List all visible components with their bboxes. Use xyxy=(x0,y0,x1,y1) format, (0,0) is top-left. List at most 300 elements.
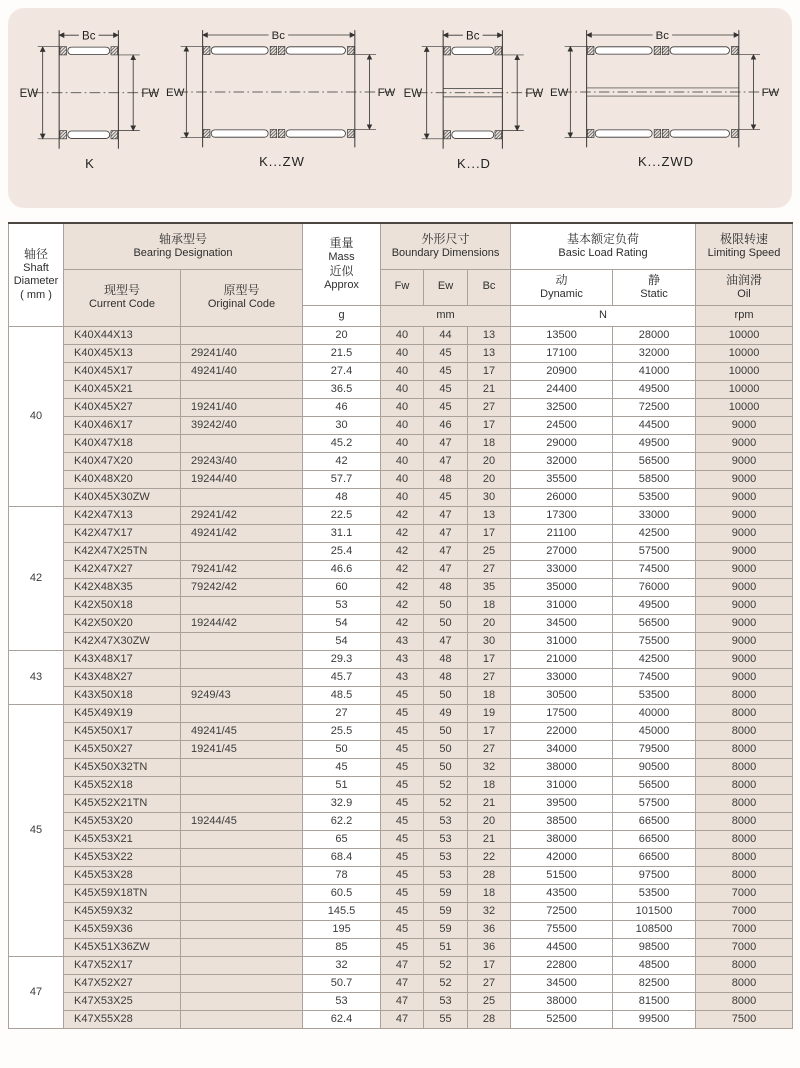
table-row xyxy=(9,344,793,362)
dynamic-load-cell: 29000 xyxy=(511,434,613,452)
bc-cell: 13 xyxy=(468,326,511,344)
fw-cell: 45 xyxy=(381,758,424,776)
original-code-cell xyxy=(181,902,303,920)
mass-cell: 22.5 xyxy=(303,506,381,524)
dynamic-load-cell: 34500 xyxy=(511,614,613,632)
bc-cell: 18 xyxy=(468,596,511,614)
current-code-cell: K40X45X30ZW xyxy=(64,488,181,506)
fw-cell: 42 xyxy=(381,614,424,632)
fw-cell: 40 xyxy=(381,416,424,434)
original-code-cell xyxy=(181,974,303,992)
fw-cell: 45 xyxy=(381,722,424,740)
bc-cell: 27 xyxy=(468,398,511,416)
dynamic-load-cell: 38500 xyxy=(511,812,613,830)
limiting-speed-cell: 8000 xyxy=(696,686,793,704)
unit-dimensions: mm xyxy=(381,305,511,326)
mass-cell: 60.5 xyxy=(303,884,381,902)
ew-cell: 50 xyxy=(424,758,468,776)
bc-cell: 22 xyxy=(468,848,511,866)
mass-cell: 65 xyxy=(303,830,381,848)
fw-cell: 45 xyxy=(381,866,424,884)
limiting-speed-cell: 9000 xyxy=(696,668,793,686)
table-row xyxy=(9,920,793,938)
fw-cell: 40 xyxy=(381,470,424,488)
dynamic-load-cell: 13500 xyxy=(511,326,613,344)
mass-cell: 48 xyxy=(303,488,381,506)
dynamic-load-cell: 34500 xyxy=(511,974,613,992)
original-code-cell xyxy=(181,794,303,812)
ew-cell: 59 xyxy=(424,884,468,902)
bc-cell: 18 xyxy=(468,884,511,902)
limiting-speed-cell: 8000 xyxy=(696,956,793,974)
fw-cell: 45 xyxy=(381,848,424,866)
table-row xyxy=(9,956,793,974)
bc-cell: 25 xyxy=(468,992,511,1010)
fw-cell: 40 xyxy=(381,488,424,506)
ew-cell: 53 xyxy=(424,848,468,866)
static-load-cell: 66500 xyxy=(613,848,696,866)
current-code-cell: K42X47X27 xyxy=(64,560,181,578)
limiting-speed-cell: 9000 xyxy=(696,542,793,560)
bc-cell: 27 xyxy=(468,974,511,992)
fw-cell: 42 xyxy=(381,560,424,578)
fw-cell: 42 xyxy=(381,542,424,560)
static-load-cell: 90500 xyxy=(613,758,696,776)
bc-cell: 32 xyxy=(468,902,511,920)
current-code-cell: K45X50X27 xyxy=(64,740,181,758)
current-code-cell: K40X45X13 xyxy=(64,344,181,362)
table-row xyxy=(9,488,793,506)
variant-label-k: K xyxy=(85,155,95,171)
limiting-speed-cell: 8000 xyxy=(696,740,793,758)
mass-cell: 195 xyxy=(303,920,381,938)
limiting-speed-cell: 8000 xyxy=(696,866,793,884)
original-code-cell: 9249/43 xyxy=(181,686,303,704)
table-row xyxy=(9,938,793,956)
current-code-cell: K45X52X21TN xyxy=(64,794,181,812)
dynamic-load-cell: 33000 xyxy=(511,668,613,686)
ew-cell: 48 xyxy=(424,578,468,596)
ew-cell: 45 xyxy=(424,344,468,362)
mass-cell: 62.4 xyxy=(303,1010,381,1028)
table-row xyxy=(9,470,793,488)
limiting-speed-cell: 8000 xyxy=(696,758,793,776)
current-code-cell: K42X50X18 xyxy=(64,596,181,614)
table-row xyxy=(9,794,793,812)
ew-cell: 50 xyxy=(424,722,468,740)
fw-cell: 40 xyxy=(381,344,424,362)
original-code-cell: 19241/45 xyxy=(181,740,303,758)
mass-cell: 51 xyxy=(303,776,381,794)
bc-cell: 27 xyxy=(468,560,511,578)
current-code-cell: K40X45X27 xyxy=(64,398,181,416)
mass-cell: 53 xyxy=(303,992,381,1010)
unit-mass: g xyxy=(303,305,381,326)
static-load-cell: 49500 xyxy=(613,596,696,614)
current-code-cell: K42X47X13 xyxy=(64,506,181,524)
original-code-cell: 19244/42 xyxy=(181,614,303,632)
static-load-cell: 66500 xyxy=(613,812,696,830)
static-load-cell: 42500 xyxy=(613,524,696,542)
current-code-cell: K40X45X21 xyxy=(64,380,181,398)
original-code-cell xyxy=(181,848,303,866)
limiting-speed-cell: 8000 xyxy=(696,848,793,866)
ew-dim-label: EW xyxy=(550,87,569,100)
table-row xyxy=(9,704,793,722)
bc-cell: 28 xyxy=(468,866,511,884)
fw-cell: 45 xyxy=(381,794,424,812)
dynamic-load-cell: 24400 xyxy=(511,380,613,398)
table-row xyxy=(9,380,793,398)
table-row xyxy=(9,848,793,866)
ew-cell: 53 xyxy=(424,812,468,830)
dynamic-load-cell: 35000 xyxy=(511,578,613,596)
original-code-cell xyxy=(181,920,303,938)
table-row xyxy=(9,452,793,470)
mass-cell: 30 xyxy=(303,416,381,434)
original-code-cell xyxy=(181,650,303,668)
table-body xyxy=(9,326,793,1028)
original-code-cell xyxy=(181,1010,303,1028)
mass-cell: 36.5 xyxy=(303,380,381,398)
current-code-cell: K43X48X27 xyxy=(64,668,181,686)
current-code-cell: K40X44X13 xyxy=(64,326,181,344)
header-current-code: 现型号 Current Code xyxy=(64,269,181,326)
static-load-cell: 28000 xyxy=(613,326,696,344)
bc-cell: 13 xyxy=(468,344,511,362)
dynamic-load-cell: 38000 xyxy=(511,830,613,848)
header-mass: 重量 Mass 近似 Approx xyxy=(303,223,381,305)
table-row xyxy=(9,506,793,524)
bc-cell: 13 xyxy=(468,506,511,524)
dynamic-load-cell: 32000 xyxy=(511,452,613,470)
fw-dim-label: FW xyxy=(525,87,544,100)
static-load-cell: 56500 xyxy=(613,452,696,470)
current-code-cell: K43X50X18 xyxy=(64,686,181,704)
mass-cell: 27 xyxy=(303,704,381,722)
dynamic-load-cell: 31000 xyxy=(511,776,613,794)
limiting-speed-cell: 9000 xyxy=(696,650,793,668)
fw-cell: 40 xyxy=(381,362,424,380)
current-code-cell: K40X47X20 xyxy=(64,452,181,470)
fw-cell: 47 xyxy=(381,992,424,1010)
mass-cell: 54 xyxy=(303,632,381,650)
shaft-diameter-cell: 42 xyxy=(9,506,64,650)
static-load-cell: 108500 xyxy=(613,920,696,938)
limiting-speed-cell: 10000 xyxy=(696,380,793,398)
mass-cell: 25.4 xyxy=(303,542,381,560)
mass-cell: 50.7 xyxy=(303,974,381,992)
ew-cell: 59 xyxy=(424,920,468,938)
ew-dim-label: EW xyxy=(403,87,423,100)
fw-cell: 42 xyxy=(381,578,424,596)
ew-cell: 55 xyxy=(424,1010,468,1028)
mass-cell: 54 xyxy=(303,614,381,632)
table-row xyxy=(9,650,793,668)
dynamic-load-cell: 75500 xyxy=(511,920,613,938)
ew-cell: 47 xyxy=(424,452,468,470)
limiting-speed-cell: 9000 xyxy=(696,470,793,488)
original-code-cell xyxy=(181,668,303,686)
original-code-cell: 39242/40 xyxy=(181,416,303,434)
limiting-speed-cell: 8000 xyxy=(696,830,793,848)
table-row xyxy=(9,992,793,1010)
bc-cell: 36 xyxy=(468,920,511,938)
table-row xyxy=(9,1010,793,1028)
header-dynamic: 动 Dynamic xyxy=(511,269,613,305)
bc-cell: 18 xyxy=(468,686,511,704)
original-code-cell xyxy=(181,704,303,722)
mass-cell: 78 xyxy=(303,866,381,884)
original-code-cell xyxy=(181,596,303,614)
header-original-code: 原型号 Original Code xyxy=(181,269,303,326)
table-row xyxy=(9,758,793,776)
static-load-cell: 33000 xyxy=(613,506,696,524)
dynamic-load-cell: 34000 xyxy=(511,740,613,758)
original-code-cell xyxy=(181,488,303,506)
static-load-cell: 45000 xyxy=(613,722,696,740)
bc-cell: 17 xyxy=(468,416,511,434)
static-load-cell: 41000 xyxy=(613,362,696,380)
limiting-speed-cell: 9000 xyxy=(696,578,793,596)
table-row xyxy=(9,614,793,632)
original-code-cell xyxy=(181,632,303,650)
current-code-cell: K45X50X32TN xyxy=(64,758,181,776)
table-row xyxy=(9,416,793,434)
limiting-speed-cell: 9000 xyxy=(696,434,793,452)
current-code-cell: K47X53X25 xyxy=(64,992,181,1010)
limiting-speed-cell: 7000 xyxy=(696,938,793,956)
fw-cell: 47 xyxy=(381,956,424,974)
fw-dim-label: FW xyxy=(377,87,396,100)
original-code-cell xyxy=(181,758,303,776)
mass-cell: 32.9 xyxy=(303,794,381,812)
dynamic-load-cell: 20900 xyxy=(511,362,613,380)
header-shaft-diameter: 轴径 Shaft Diameter ( mm ) xyxy=(9,223,64,326)
table-row xyxy=(9,776,793,794)
table-row xyxy=(9,884,793,902)
header-oil: 油润滑 Oil xyxy=(696,269,793,305)
original-code-cell xyxy=(181,434,303,452)
table-row xyxy=(9,830,793,848)
variant-label-kd: K...D xyxy=(457,155,491,171)
ew-cell: 53 xyxy=(424,992,468,1010)
ew-cell: 46 xyxy=(424,416,468,434)
table-row xyxy=(9,812,793,830)
limiting-speed-cell: 8000 xyxy=(696,812,793,830)
static-load-cell: 66500 xyxy=(613,830,696,848)
limiting-speed-cell: 9000 xyxy=(696,416,793,434)
current-code-cell: K45X50X17 xyxy=(64,722,181,740)
static-load-cell: 53500 xyxy=(613,884,696,902)
static-load-cell: 32000 xyxy=(613,344,696,362)
dynamic-load-cell: 44500 xyxy=(511,938,613,956)
dynamic-load-cell: 22000 xyxy=(511,722,613,740)
ew-cell: 47 xyxy=(424,524,468,542)
original-code-cell: 19244/45 xyxy=(181,812,303,830)
mass-cell: 46 xyxy=(303,398,381,416)
mass-cell: 145.5 xyxy=(303,902,381,920)
ew-cell: 52 xyxy=(424,794,468,812)
mass-cell: 46.6 xyxy=(303,560,381,578)
fw-cell: 42 xyxy=(381,506,424,524)
ew-cell: 45 xyxy=(424,398,468,416)
static-load-cell: 81500 xyxy=(613,992,696,1010)
limiting-speed-cell: 9000 xyxy=(696,506,793,524)
bearing-diagram-kzw xyxy=(166,22,398,169)
ew-cell: 47 xyxy=(424,632,468,650)
dynamic-load-cell: 26000 xyxy=(511,488,613,506)
header-ew: Ew xyxy=(424,269,468,305)
fw-cell: 47 xyxy=(381,974,424,992)
mass-cell: 45 xyxy=(303,758,381,776)
mass-cell: 42 xyxy=(303,452,381,470)
fw-cell: 45 xyxy=(381,920,424,938)
ew-dim-label: EW xyxy=(19,87,39,100)
fw-cell: 45 xyxy=(381,704,424,722)
original-code-cell: 49241/40 xyxy=(181,362,303,380)
dynamic-load-cell: 52500 xyxy=(511,1010,613,1028)
bc-cell: 20 xyxy=(468,452,511,470)
table-row xyxy=(9,596,793,614)
mass-cell: 57.7 xyxy=(303,470,381,488)
limiting-speed-cell: 10000 xyxy=(696,344,793,362)
table-row xyxy=(9,578,793,596)
mass-cell: 50 xyxy=(303,740,381,758)
current-code-cell: K45X59X18TN xyxy=(64,884,181,902)
bc-dim-label: Bc xyxy=(271,30,285,43)
static-load-cell: 42500 xyxy=(613,650,696,668)
variant-label-kzwd: K...ZWD xyxy=(637,154,695,170)
bc-cell: 35 xyxy=(468,578,511,596)
ew-cell: 47 xyxy=(424,560,468,578)
ew-cell: 47 xyxy=(424,542,468,560)
shaft-diameter-cell: 47 xyxy=(9,956,64,1028)
dynamic-load-cell: 32500 xyxy=(511,398,613,416)
ew-cell: 47 xyxy=(424,506,468,524)
static-load-cell: 49500 xyxy=(613,380,696,398)
fw-cell: 45 xyxy=(381,812,424,830)
static-load-cell: 57500 xyxy=(613,794,696,812)
limiting-speed-cell: 9000 xyxy=(696,614,793,632)
dynamic-load-cell: 33000 xyxy=(511,560,613,578)
limiting-speed-cell: 8000 xyxy=(696,794,793,812)
current-code-cell: K45X59X32 xyxy=(64,902,181,920)
limiting-speed-cell: 9000 xyxy=(696,596,793,614)
ew-cell: 50 xyxy=(424,614,468,632)
fw-cell: 45 xyxy=(381,830,424,848)
static-load-cell: 99500 xyxy=(613,1010,696,1028)
table-row xyxy=(9,326,793,344)
bc-cell: 19 xyxy=(468,704,511,722)
ew-cell: 44 xyxy=(424,326,468,344)
current-code-cell: K42X50X20 xyxy=(64,614,181,632)
static-load-cell: 97500 xyxy=(613,866,696,884)
fw-cell: 45 xyxy=(381,740,424,758)
ew-cell: 52 xyxy=(424,974,468,992)
table-row xyxy=(9,398,793,416)
ew-cell: 47 xyxy=(424,434,468,452)
limiting-speed-cell: 10000 xyxy=(696,398,793,416)
header-bc: Bc xyxy=(468,269,511,305)
mass-cell: 53 xyxy=(303,596,381,614)
mass-cell: 45.2 xyxy=(303,434,381,452)
bc-cell: 18 xyxy=(468,776,511,794)
current-code-cell: K45X52X18 xyxy=(64,776,181,794)
limiting-speed-cell: 9000 xyxy=(696,632,793,650)
current-code-cell: K45X53X28 xyxy=(64,866,181,884)
original-code-cell xyxy=(181,326,303,344)
limiting-speed-cell: 8000 xyxy=(696,776,793,794)
current-code-cell: K47X55X28 xyxy=(64,1010,181,1028)
static-load-cell: 79500 xyxy=(613,740,696,758)
bc-cell: 20 xyxy=(468,812,511,830)
table-row xyxy=(9,722,793,740)
shaft-diameter-cell: 43 xyxy=(9,650,64,704)
dynamic-load-cell: 31000 xyxy=(511,632,613,650)
dynamic-load-cell: 17100 xyxy=(511,344,613,362)
static-load-cell: 48500 xyxy=(613,956,696,974)
bc-cell: 18 xyxy=(468,434,511,452)
mass-cell: 31.1 xyxy=(303,524,381,542)
static-load-cell: 49500 xyxy=(613,434,696,452)
ew-cell: 53 xyxy=(424,830,468,848)
bc-cell: 25 xyxy=(468,542,511,560)
table-row xyxy=(9,686,793,704)
dynamic-load-cell: 39500 xyxy=(511,794,613,812)
bc-cell: 27 xyxy=(468,740,511,758)
limiting-speed-cell: 10000 xyxy=(696,326,793,344)
table-row xyxy=(9,668,793,686)
static-load-cell: 74500 xyxy=(613,668,696,686)
limiting-speed-cell: 8000 xyxy=(696,992,793,1010)
fw-cell: 45 xyxy=(381,902,424,920)
limiting-speed-cell: 7000 xyxy=(696,902,793,920)
ew-cell: 48 xyxy=(424,668,468,686)
current-code-cell: K40X47X18 xyxy=(64,434,181,452)
header-basic-load-rating: 基本额定负荷 Basic Load Rating xyxy=(511,223,696,269)
static-load-cell: 53500 xyxy=(613,488,696,506)
original-code-cell: 49241/45 xyxy=(181,722,303,740)
limiting-speed-cell: 7500 xyxy=(696,1010,793,1028)
fw-cell: 45 xyxy=(381,776,424,794)
bearing-cross-section-kd xyxy=(402,22,546,154)
original-code-cell xyxy=(181,830,303,848)
static-load-cell: 101500 xyxy=(613,902,696,920)
current-code-cell: K45X59X36 xyxy=(64,920,181,938)
bc-cell: 30 xyxy=(468,488,511,506)
bearing-diagram-kd xyxy=(402,22,546,171)
current-code-cell: K40X48X20 xyxy=(64,470,181,488)
original-code-cell xyxy=(181,776,303,794)
dynamic-load-cell: 27000 xyxy=(511,542,613,560)
original-code-cell: 79242/42 xyxy=(181,578,303,596)
table-row xyxy=(9,560,793,578)
mass-cell: 60 xyxy=(303,578,381,596)
static-load-cell: 76000 xyxy=(613,578,696,596)
shaft-diameter-cell: 40 xyxy=(9,326,64,506)
mass-cell: 27.4 xyxy=(303,362,381,380)
current-code-cell: K45X51X36ZW xyxy=(64,938,181,956)
dynamic-load-cell: 38000 xyxy=(511,992,613,1010)
bc-dim-label: Bc xyxy=(655,30,669,43)
mass-cell: 45.7 xyxy=(303,668,381,686)
static-load-cell: 57500 xyxy=(613,542,696,560)
static-load-cell: 53500 xyxy=(613,686,696,704)
ew-cell: 53 xyxy=(424,866,468,884)
bc-cell: 28 xyxy=(468,1010,511,1028)
ew-cell: 50 xyxy=(424,686,468,704)
